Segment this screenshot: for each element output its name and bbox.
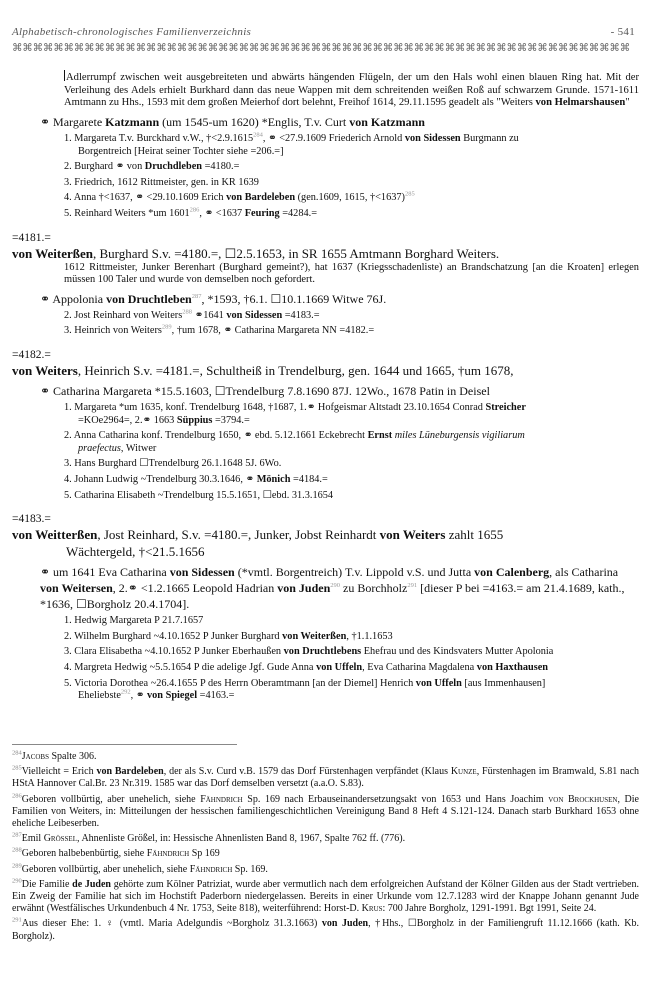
- child-entry: 3. Friedrich, 1612 Rittmeister, gen. in KR 1639: [64, 176, 259, 188]
- footnote: $^{291}$Aus dieser Ehe: 1. ♀ (vmtl. Maria Adelgundis ~Borgholz 31.3.1663) von Juden, †Hhs., ☐Borgholz in der Familiengruft 11.12.1666 (kath. Kb. Borgholz).: [12, 917, 639, 942]
- footnote: $^{285}$Vielleicht = Erich von Bardeleben, der als S.v. Curd v.B. 1579 das Dorf Fürstenhagen verpfändet (Klaus Kunze, Fürstenhagen im Bramwald, S.81 nach HStA Hannover Cal.Br. 23 Nr.319. 1585 war das Dorf demselben versetzt (a.a.O. S.83).: [12, 764, 640, 790]
- child-entry: 5. Victoria Dorothea ~26.4.1655 P des Herrn Oberamtmann [an der Diemel] Henrich von Uffeln [aus Immenhausen] Eheliebste$^{292}$, ⚭ von Spiegel =4163.=: [64, 677, 546, 702]
- spouse-entry: ⚭ Appolonia von Druchtleben$^{287}$, *1593, †6.1. ☐10.1.1669 Witwe 76J.: [40, 291, 387, 306]
- person-heading: von Weiterßen, Burghard S.v. =4180.=, ☐2.5.1653, in SR 1655 Amtmann Borghard Weiters.: [12, 245, 500, 261]
- header-ornament-rule: ⌘⌘⌘⌘⌘⌘⌘⌘⌘⌘⌘⌘⌘⌘⌘⌘⌘⌘⌘⌘⌘⌘⌘⌘⌘⌘⌘⌘⌘⌘⌘⌘⌘⌘⌘⌘⌘⌘⌘⌘⌘⌘⌘⌘⌘⌘⌘⌘⌘⌘⌘⌘⌘⌘⌘⌘⌘⌘⌘⌘: [12, 43, 631, 54]
- person-heading: von Weiters, Heinrich S.v. =4181.=, Schultheiß in Trendelburg, gen. 1644 und 1665, †um 1678,: [12, 363, 514, 379]
- entry-id: =4182.=: [12, 349, 51, 362]
- footnote: $^{287}$Emil Grössel, Ahnenliste Größel, in: Hessische Ahnenlisten Band 8, 1967, Spalte 762 ff. (776).: [12, 831, 406, 845]
- footnote: $^{288}$Geboren halbebenbürtig, siehe Fähndrich Sp 169: [12, 847, 220, 860]
- spouse-entry: ⚭ Catharina Margareta *15.5.1603, ☐Trendelburg 7.8.1690 87J. 12Wo., 1678 Patin in Deisel: [40, 384, 490, 399]
- main-text: [12, 70, 639, 706]
- entry-id: =4183.=: [12, 513, 51, 526]
- person-heading: von Weitterßen, Jost Reinhard, S.v. =4180.=, Junker, Jobst Reinhardt von Weiters zahlt 1655 Wächtergeld, †<21.5.1656: [12, 527, 504, 560]
- child-entry: 3. Hans Burghard ☐Trendelburg 26.1.1648 5J. 6Wo.: [64, 458, 282, 470]
- child-entry: 2. Jost Reinhard von Weiters$^{288}$ ⚭1641 von Sidessen =4183.=: [64, 308, 320, 321]
- running-header: [12, 26, 639, 42]
- child-entry: 3. Heinrich von Weiters$^{289}$, †um 1678, ⚭ Catharina Margareta NN =4182.=: [64, 324, 375, 337]
- child-entry: 5. Catharina Elisabeth ~Trendelburg 15.5.1651, ☐ebd. 31.3.1654: [64, 489, 334, 501]
- coat-of-arms-paragraph: Adlerrumpf zwischen weit ausgebreiteten und abwärts hängenden Flügeln, der um den Hals wohl einen blauen Ring hat. Mit der Verleihung des Adels erhielt Burkhard dann das neue Wappen mit dem schreitenden weißen Roß auf schwarzem Grunde. 1571-1611 Amtmann zu Hhs., 1593 mit dem großen Meierhof dort belehnt, Freihof 1614, 29.11.1595 geadelt als "Weiters von Helmarshausen": [64, 72, 639, 109]
- child-entry: 4. Johann Ludwig ~Trendelburg 30.3.1646, ⚭ Mönich =4184.=: [64, 474, 328, 486]
- child-entry: 5. Reinhard Weiters *um 1601$^{286}$, ⚭ <1637 Feuring =4284.=: [64, 206, 318, 220]
- footnotes: [12, 748, 639, 946]
- child-entry: 1. Hedwig Margareta P 21.7.1657: [64, 615, 204, 627]
- footnote: $^{289}$Geboren vollbürtig, aber unehelich, siehe Fähndrich Sp. 169.: [12, 862, 268, 875]
- child-entry: 1. Margareta T.v. Burckhard v.W., $\dagger<2.9.1615^{284}$, ⚭ <27.9.1609 Friederich Arnold von Sidessen Burgmann zu Borgentreich [Heirat seiner Tochter siehe =206.=]: [64, 131, 519, 157]
- text-cursor: [64, 70, 65, 81]
- spouse-entry: ⚭ Margarete Katzmann (um 1545-um 1620) *Englis, T.v. Curt von Katzmann: [40, 115, 425, 130]
- footnote: $^{286}$Geboren vollbürtig, aber unehelich, siehe Fähndrich Sp. 169 nach Erbauseinandersetzungsakt von 1653 und Hans Joachim von Brockhusen, Die Familien von Weiters, in: Mitteilungen der hessischen familiengeschichtlichen Vereinigung Band 8 Heft 4 S.121-124. Danach starb Burkhard 1653 ohne eheliche Leibeserben.: [12, 792, 639, 830]
- footnote-divider: [12, 744, 237, 745]
- child-entry: 2. Anna Catharina konf. Trendelburg 1650, ⚭ ebd. 5.12.1661 Eckebrecht Ernst miles Lüneburgensis vigiliarum praefectus, Witwer: [64, 430, 525, 454]
- entry-id: =4181.=: [12, 231, 51, 244]
- footnote: $^{290}$Die Familie de Juden gehörte zum Kölner Patriziat, wurde aber vermutlich nach dem erfolgreichen Aufstand der Kölner Gilden aus der Stadt vertrieben. Ein Zweig der Familie hat sich im Hochstift Paderborn niedergelassen. Bereits in einer Urkunde vom 12.7.1283 wird der Knappe Johann genannt Jude erwähnt (Westfälisches Urkundenbuch 4 Nr. 1753, Seite 818), weiterführend: Horst-D. Krus: 700 Jahre Borgholz, 1291-1991. Bgt 1991, Seite 24.: [12, 877, 639, 915]
- child-entry: 2. Wilhelm Burghard ~4.10.1652 P Junker Burghard von Weiterßen, †1.1.1653: [64, 630, 393, 642]
- child-entry: 1. Margareta *um 1635, konf. Trendelburg 1648, †1687, 1.⚭ Hofgeismar Altstadt 23.10.1654 Conrad Streicher =KOe2964=, 2.⚭ 1663 Süppius =3794.=: [64, 402, 526, 426]
- child-entry: 3. Clara Elisabetha ~4.10.1652 P Junker Eberhaußen von Druchtlebens Ehefrau und des Kindsvaters Mutter Apolonia: [64, 646, 554, 658]
- child-entry: 4. Margreta Hedwig ~5.5.1654 P die adelige Jgf. Gude Anna von Uffeln, Eva Catharina Magdalena von Haxthausen: [64, 661, 549, 673]
- header-title: Alphabetisch-chronologisches Familienverzeichnis: [12, 26, 252, 38]
- page-number: - 541: [610, 26, 635, 38]
- footnote: $^{284}$Jacobs Spalte 306.: [12, 749, 97, 762]
- child-entry: 4. Anna †<1637, ⚭ <29.10.1609 Erich von Bardeleben (gen.1609, 1615, †<1637)$^{285}$: [64, 191, 415, 204]
- person-note: 1612 Rittmeister, Junker Berenhart (Burghard gemeint?), hat 1637 (Kriegsschadenliste) an Brandschatzung [an die Kroaten] erlegen müssen 100 Taler und wurde von demselben noch gefordert.: [64, 261, 639, 286]
- spouse-entry: ⚭ um 1641 Eva Catharina von Sidessen (*vmtl. Borgentreich) T.v. Lippold v.S. und Jutta von Calenberg, als Catharina von Weitersen, 2.⚭ <1.2.1665 Leopold Hadrian von Juden$^{290}$ zu Borchholz$^{291}$ [dieser P bei =4163.= am 21.4.1689, kath., *1636, ☐Borgholz 20.4.1704].: [40, 565, 625, 612]
- child-entry: 2. Burghard ⚭ von Druchdleben =4180.=: [64, 161, 240, 173]
